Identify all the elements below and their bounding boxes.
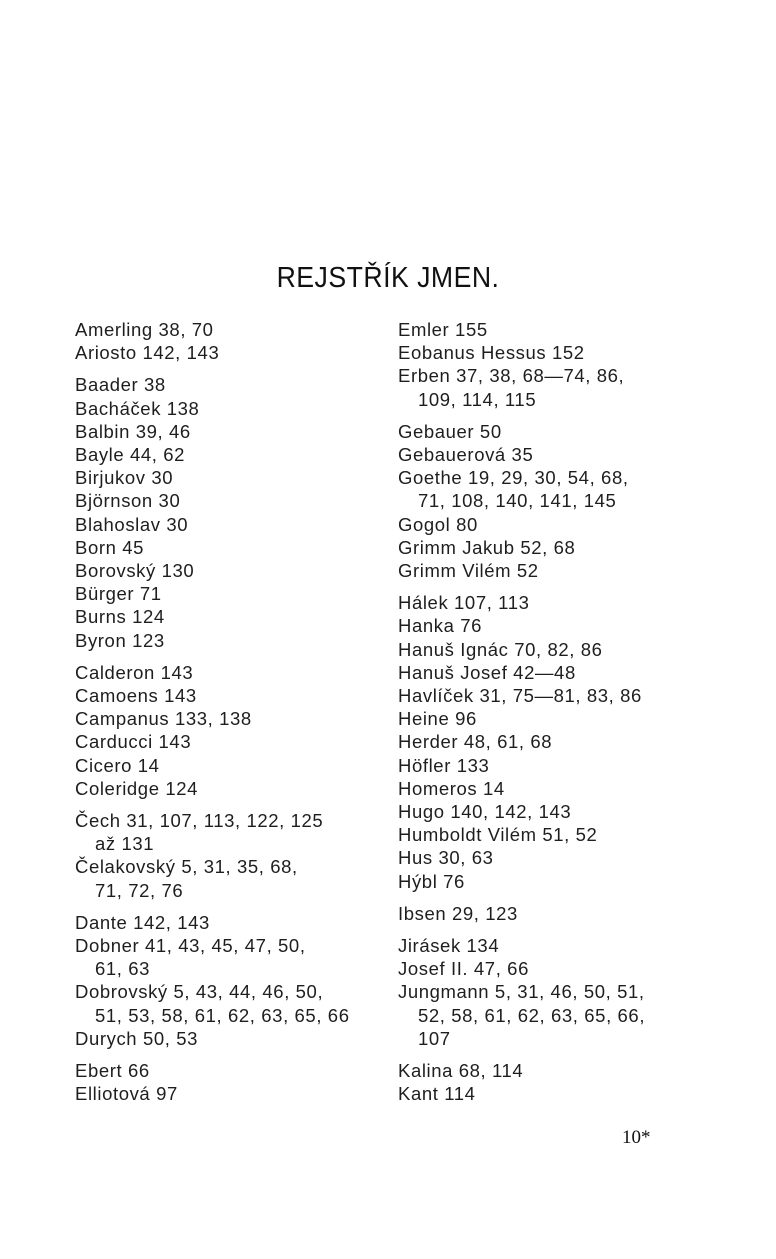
index-column-right [398, 318, 703, 1106]
index-entry [398, 364, 703, 410]
index-entry [75, 629, 375, 652]
entry-gap [398, 411, 703, 420]
index-entry [398, 420, 703, 443]
index-entry-text: Erben 37, 38, 68—74, 86, [398, 365, 625, 387]
index-entry [75, 934, 375, 980]
index-entry-text: Ariosto 142, 143 [75, 342, 220, 364]
index-entry-text: Balbin 39, 46 [75, 420, 191, 442]
index-entry [398, 800, 703, 823]
index-entry [75, 513, 375, 536]
index-entry [398, 1059, 703, 1082]
index-entry [398, 823, 703, 846]
index-entry-text: Elliotová 97 [75, 1083, 178, 1105]
index-entry [75, 341, 375, 364]
entry-gap [398, 893, 703, 902]
index-entry-text: Bacháček 138 [75, 397, 200, 419]
index-entry-text: Björnson 30 [75, 490, 181, 512]
index-entry-text: Grimm Vilém 52 [398, 560, 539, 582]
index-entry-text: Cicero 14 [75, 754, 160, 776]
index-entry-text: 107 [418, 1027, 451, 1049]
index-entry [398, 754, 703, 777]
index-entry [75, 466, 375, 489]
index-entry [398, 318, 703, 341]
index-entry [398, 341, 703, 364]
index-entry [75, 911, 375, 934]
index-entry [75, 420, 375, 443]
entry-gap [75, 652, 375, 661]
index-entry-continuation: 71, 108, 140, 141, 145 [418, 490, 617, 512]
index-entry-text: Jungmann 5, 31, 46, 50, 51, [398, 981, 645, 1003]
index-entry-continuation: 52, 58, 61, 62, 63, 65, 66, [418, 1004, 646, 1026]
index-entry-text: Birjukov 30 [75, 467, 174, 489]
index-entry [398, 443, 703, 466]
index-entry-continuation: 109, 114, 115 [418, 388, 537, 410]
index-entry-text: Josef II. 47, 66 [398, 958, 529, 980]
index-entry-text: Čelakovský 5, 31, 35, 68, [75, 856, 298, 878]
index-entry [398, 536, 703, 559]
entry-gap [75, 364, 375, 373]
index-entry [398, 934, 703, 957]
index-entry [75, 1059, 375, 1082]
index-entry-text: Camoens 143 [75, 685, 197, 707]
index-entry [398, 591, 703, 614]
index-entry-text: Heine 96 [398, 708, 477, 730]
index-entry-text: Humboldt Vilém 51, 52 [398, 824, 598, 846]
index-entry-continuation: 71, 72, 76 [95, 879, 184, 901]
index-entry-text: Blahoslav 30 [75, 513, 189, 535]
index-entry [398, 466, 703, 512]
index-entry-text: Grimm Jakub 52, 68 [398, 536, 576, 558]
index-entry-text: Dobrovský 5, 43, 44, 46, 50, [75, 981, 324, 1003]
index-entry [398, 846, 703, 869]
index-entry-text: Calderon 143 [75, 661, 194, 683]
index-entry-text: Goethe 19, 29, 30, 54, 68, [398, 467, 629, 489]
index-entry-text: Hus 30, 63 [398, 847, 494, 869]
index-entry-text: Hanuš Josef 42—48 [398, 661, 576, 683]
page-signature: 10* [622, 1127, 651, 1148]
index-entry [398, 707, 703, 730]
index-entry [398, 684, 703, 707]
index-entry [398, 638, 703, 661]
index-column-left [75, 318, 375, 1106]
index-entry [75, 684, 375, 707]
index-entry [75, 707, 375, 730]
index-entry-text: Kant 114 [398, 1083, 476, 1105]
index-entry-text: Dante 142, 143 [75, 911, 210, 933]
index-entry-text: Hanuš Ignác 70, 82, 86 [398, 638, 603, 660]
entry-gap [75, 1050, 375, 1059]
index-entry-text: Homeros 14 [398, 777, 505, 799]
index-entry-text: Ebert 66 [75, 1060, 150, 1082]
index-entry-text: Höfler 133 [398, 754, 490, 776]
index-entry-text: Hugo 140, 142, 143 [398, 801, 572, 823]
index-entry [75, 754, 375, 777]
index-entry-text: Ibsen 29, 123 [398, 902, 518, 924]
index-entry-text: Kalina 68, 114 [398, 1060, 524, 1082]
index-entry [75, 1027, 375, 1050]
index-entry [75, 661, 375, 684]
index-entry-text: Gogol 80 [398, 513, 478, 535]
index-entry-text: Born 45 [75, 536, 144, 558]
index-entry-text: Jirásek 134 [398, 935, 500, 957]
index-entry [75, 559, 375, 582]
index-entry [75, 777, 375, 800]
index-entry [75, 489, 375, 512]
entry-gap [398, 925, 703, 934]
index-entry-text: Baader 38 [75, 374, 166, 396]
index-entry-text: Havlíček 31, 75—81, 83, 86 [398, 685, 642, 707]
index-entry [75, 443, 375, 466]
index-entry [75, 980, 375, 1026]
index-entry [75, 318, 375, 341]
index-entry-text: Campanus 133, 138 [75, 708, 252, 730]
index-entry-text: Hálek 107, 113 [398, 592, 530, 614]
index-entry-text: Burns 124 [75, 606, 165, 628]
index-entry-text: Eobanus Hessus 152 [398, 342, 585, 364]
index-entry-text: Hýbl 76 [398, 870, 465, 892]
entry-gap [75, 800, 375, 809]
index-entry [398, 513, 703, 536]
index-entry-text: Carducci 143 [75, 731, 192, 753]
index-entry-text: Byron 123 [75, 629, 165, 651]
index-entry-text: Bürger 71 [75, 583, 162, 605]
index-entry-text: Gebauerová 35 [398, 444, 534, 466]
index-entry-text: Bayle 44, 62 [75, 444, 186, 466]
index-entry [398, 1082, 703, 1105]
index-entry-text: Emler 155 [398, 319, 488, 340]
index-entry [75, 1082, 375, 1105]
index-entry-text: Durych 50, 53 [75, 1027, 198, 1049]
index-entry-text: Hanka 76 [398, 615, 482, 637]
entry-gap [75, 902, 375, 911]
index-entry [398, 957, 703, 980]
entry-gap [398, 1050, 703, 1059]
index-entry [398, 1027, 703, 1050]
index-entry [398, 902, 703, 925]
index-entry-text: Gebauer 50 [398, 420, 502, 442]
index-entry [75, 855, 375, 901]
index-entry [398, 614, 703, 637]
index-entry [75, 582, 375, 605]
index-entry [398, 730, 703, 753]
index-entry-text: Amerling 38, 70 [75, 319, 214, 340]
index-entry [75, 373, 375, 396]
index-entry-continuation: až 131 [95, 833, 155, 855]
index-entry [75, 809, 375, 855]
index-entry [398, 980, 703, 1026]
index-entry [398, 777, 703, 800]
index-entry [398, 559, 703, 582]
index-entry [398, 870, 703, 893]
index-entry-text: Coleridge 124 [75, 777, 198, 799]
entry-gap [398, 582, 703, 591]
index-entry-text: Herder 48, 61, 68 [398, 731, 553, 753]
index-entry [75, 397, 375, 420]
index-entry-text: Borovský 130 [75, 560, 195, 582]
index-entry-text: Čech 31, 107, 113, 122, 125 [75, 810, 324, 832]
index-entry [75, 605, 375, 628]
index-entry-continuation: 51, 53, 58, 61, 62, 63, 65, 66 [95, 1004, 350, 1026]
index-entry [75, 730, 375, 753]
index-entry-text: Dobner 41, 43, 45, 47, 50, [75, 935, 306, 957]
index-entry [398, 661, 703, 684]
page-title: REJSTŘÍK JMEN. [276, 262, 500, 294]
index-entry-continuation: 61, 63 [95, 958, 151, 980]
index-entry [75, 536, 375, 559]
